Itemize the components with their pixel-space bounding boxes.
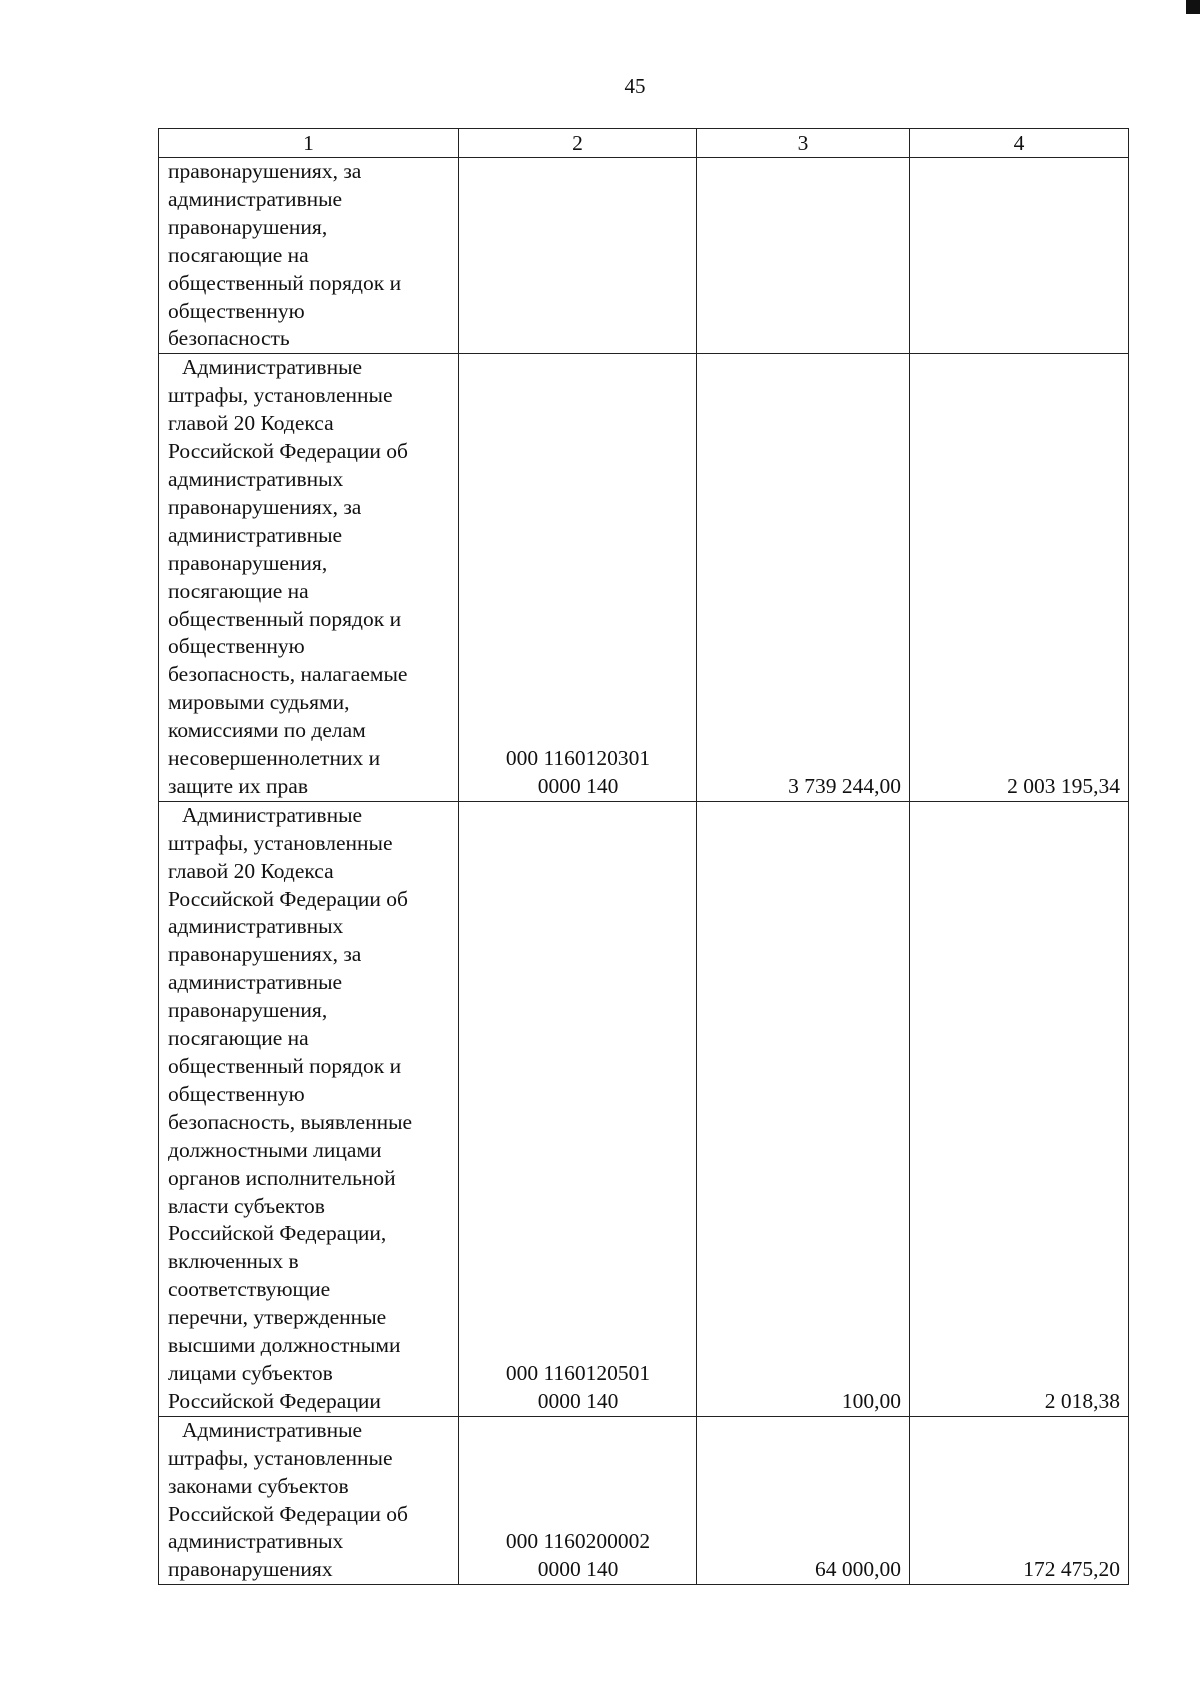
row-value-3-cell bbox=[697, 158, 910, 354]
row-code-cell: 000 1160120501 0000 140 bbox=[459, 801, 697, 1416]
table-row bbox=[159, 1416, 1129, 1584]
row-code-cell: 000 1160200002 0000 140 bbox=[459, 1416, 697, 1584]
row-value-4-cell: 2 003 195,34 bbox=[910, 354, 1129, 802]
table-row bbox=[159, 354, 1129, 802]
table-header-row bbox=[159, 129, 1129, 158]
row-name-cell bbox=[159, 801, 459, 1416]
table-row bbox=[159, 801, 1129, 1416]
page-number: 45 bbox=[624, 74, 646, 98]
row-value-3-cell: 3 739 244,00 bbox=[697, 354, 910, 802]
row-name-cell bbox=[159, 158, 459, 354]
column-header-2: 2 bbox=[459, 129, 697, 158]
row-value-4-cell: 172 475,20 bbox=[910, 1416, 1129, 1584]
row-name-text: Административные штрафы, установленные законами субъектов Российской Федерации об административных правонарушениях bbox=[168, 1417, 408, 1582]
table-row bbox=[159, 158, 1129, 354]
column-header-3: 3 bbox=[697, 129, 910, 158]
scan-corner-mark bbox=[1186, 0, 1200, 14]
column-header-4: 4 bbox=[910, 129, 1129, 158]
row-name-cell bbox=[159, 1416, 459, 1584]
row-name-cell bbox=[159, 354, 459, 802]
budget-table bbox=[158, 128, 1129, 1585]
row-value-3-cell: 64 000,00 bbox=[697, 1416, 910, 1584]
row-name-text: Административные штрафы, установленные главой 20 Кодекса Российской Федерации об административных правонарушениях, за административные правонарушения, посягающие на общественный порядок и общественную безопасность, налагаемые мировыми судьями, комиссиями по делам несовершеннолетних и защите их прав bbox=[168, 355, 408, 798]
row-value-3-cell: 100,00 bbox=[697, 801, 910, 1416]
row-value-4-cell: 2 018,38 bbox=[910, 801, 1129, 1416]
row-value-4-cell bbox=[910, 158, 1129, 354]
row-code-cell: 000 1160120301 0000 140 bbox=[459, 354, 697, 802]
row-name-text: Административные штрафы, установленные главой 20 Кодекса Российской Федерации об административных правонарушениях, за административные правонарушения, посягающие на общественный порядок и общественную безопасность, выявленные должностными лицами органов исполнительной власти субъектов Российской Федерации, включенных в соответствующие перечни, утвержденные высшими должностными лицами субъектов Российской Федерации bbox=[168, 802, 413, 1413]
row-name-text: правонарушениях, за административные правонарушения, посягающие на общественный порядок и общественную безопасность bbox=[168, 159, 402, 351]
column-header-1: 1 bbox=[159, 129, 459, 158]
row-code-cell bbox=[459, 158, 697, 354]
